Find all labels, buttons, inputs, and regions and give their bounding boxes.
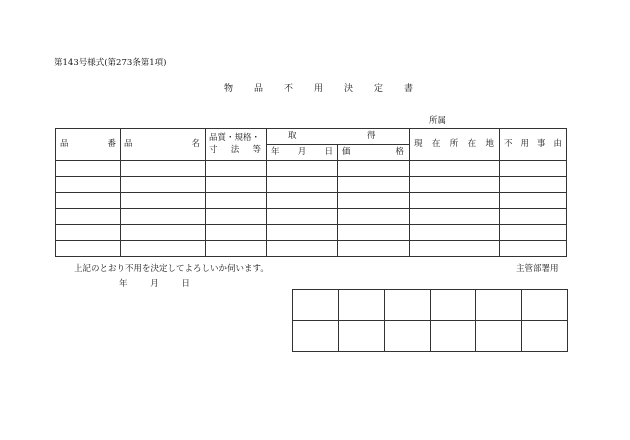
table-row-divider: [55, 192, 566, 193]
approval-grid-column-line: [338, 289, 339, 352]
header-date-char: 年: [271, 147, 280, 157]
approval-note: 上記のとおり不用を決定してよろしいか伺います。: [74, 264, 269, 274]
header-dimensions-char: 寸: [209, 145, 218, 155]
approval-grid-column-line: [430, 289, 431, 352]
header-current-location: [414, 139, 494, 150]
header-reason: [504, 139, 562, 150]
document-title: 物品不用決定書: [224, 84, 435, 94]
approval-grid-column-line: [384, 289, 385, 352]
header-reason-char: 由: [553, 139, 562, 149]
header-reason-char: 不: [504, 139, 513, 149]
header-item-name-char: 品: [124, 139, 133, 149]
header-location-char: 現: [414, 139, 423, 149]
header-quality-spec: 品質・規格・: [209, 133, 261, 143]
table-border-right: [566, 128, 567, 257]
header-date-char: 月: [297, 147, 307, 157]
header-item-number-char: 番: [107, 139, 116, 149]
header-item-number: [60, 139, 116, 150]
table-column-divider: [266, 128, 267, 257]
header-dimensions-char: 等: [252, 145, 261, 155]
header-location-char: 在: [467, 139, 477, 149]
header-dimensions: [209, 145, 261, 156]
header-dimensions-char: 法: [230, 145, 240, 155]
header-acquisition-2: 得: [367, 131, 376, 141]
department-label: 所属: [429, 116, 447, 126]
table-border-bottom: [55, 256, 566, 257]
approval-grid-column-line: [292, 289, 293, 352]
header-location-char: 在: [431, 139, 441, 149]
header-date-char: 日: [324, 147, 333, 157]
table-column-divider: [409, 128, 410, 257]
approval-grid-column-line: [521, 289, 522, 352]
table-row-divider: [55, 208, 566, 209]
table-column-divider: [205, 128, 206, 257]
table-row-divider: [55, 160, 566, 161]
table-border-top: [55, 128, 566, 129]
header-acquisition-date: [271, 147, 333, 158]
header-acquisition-1: 取: [288, 131, 297, 141]
date-line: 年 月 日: [119, 279, 190, 289]
header-item-number-char: 品: [60, 139, 69, 149]
header-reason-char: 事: [536, 139, 546, 149]
header-item-name: [124, 139, 200, 150]
table-column-divider: [120, 128, 121, 257]
table-row-divider: [55, 176, 566, 177]
form-number: 第143号様式(第273条第1項): [54, 58, 167, 68]
header-location-char: 所: [449, 139, 459, 149]
table-column-divider: [337, 144, 338, 257]
approval-grid-column-line: [567, 289, 568, 352]
supervisor-label: 主管部署用: [516, 264, 559, 274]
header-reason-char: 用: [520, 139, 529, 149]
table-row-divider: [55, 224, 566, 225]
table-border-left: [55, 128, 56, 257]
header-price-char: 価: [342, 147, 351, 157]
header-item-name-char: 名: [191, 139, 200, 149]
header-acquisition-price: [342, 147, 404, 158]
header-location-char: 地: [485, 139, 494, 149]
table-column-divider: [499, 128, 500, 257]
header-price-char: 格: [395, 147, 404, 157]
approval-grid-column-line: [475, 289, 476, 352]
table-row-divider: [55, 240, 566, 241]
